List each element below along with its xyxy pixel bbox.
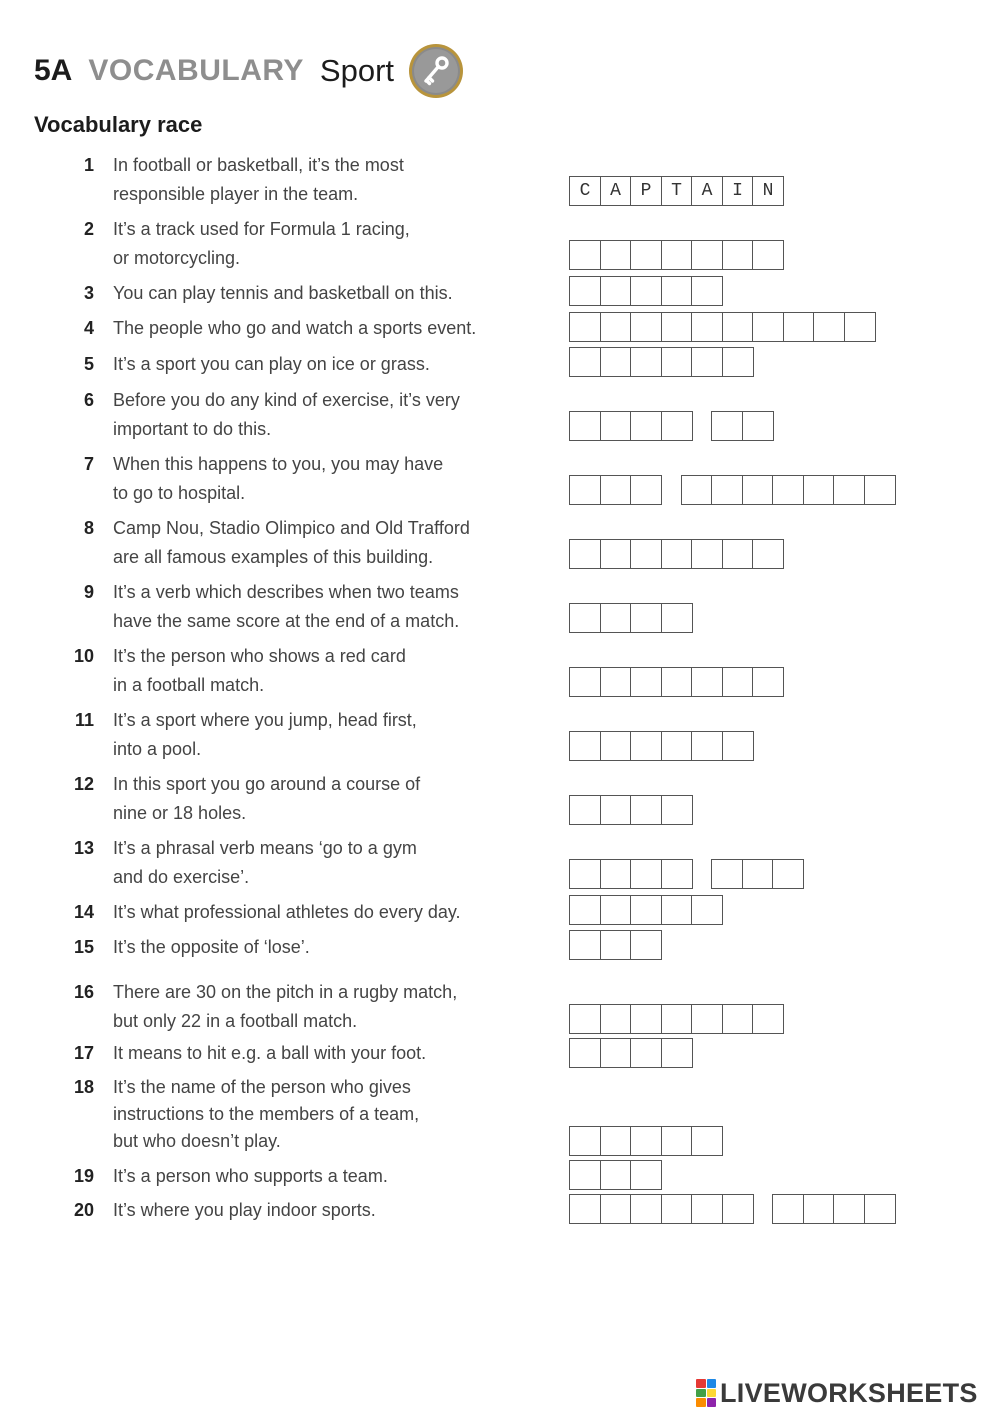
answer-letter-box[interactable] [630, 667, 662, 697]
answer-letter-box[interactable] [630, 1126, 662, 1156]
answer-letter-box[interactable] [752, 667, 784, 697]
answer-letter-box[interactable] [569, 1160, 601, 1190]
question-text: instructions to the members of a team, [113, 1104, 420, 1124]
answer-letter-box[interactable] [691, 1004, 723, 1034]
question-text: are all famous examples of this building. [113, 547, 434, 567]
answer-letter-box[interactable] [600, 240, 632, 270]
answer-letter-box[interactable] [661, 667, 693, 697]
question-text: Camp Nou, Stadio Olimpico and Old Trafford [113, 518, 470, 538]
answer-letter-box[interactable] [813, 312, 845, 342]
answer-letter-box[interactable] [600, 411, 632, 441]
answer-letter-box[interactable] [569, 1038, 601, 1068]
answer-letter-box[interactable] [691, 240, 723, 270]
question-number: 19 [73, 1166, 94, 1186]
answer-letter-box[interactable] [569, 312, 601, 342]
question-text: When this happens to you, you may have [113, 454, 444, 474]
answer-letter-box[interactable] [661, 1126, 693, 1156]
answer-letter-box[interactable] [742, 859, 774, 889]
brand-name: LIVEWORKSHEETS [720, 1377, 978, 1408]
answer-letter-box[interactable] [752, 312, 784, 342]
answer-letter-box[interactable] [630, 411, 662, 441]
answer-letter-box[interactable] [722, 1004, 754, 1034]
answer-letter-box[interactable] [600, 1038, 632, 1068]
answer-letter-box[interactable] [722, 539, 754, 569]
answer-letter-box[interactable] [742, 475, 774, 505]
answer-letter-box[interactable] [630, 312, 662, 342]
answer-letter-box[interactable] [600, 895, 632, 925]
unit-number: 5A [34, 54, 73, 87]
answer-letter-box[interactable] [630, 895, 662, 925]
answer-letter-box[interactable] [833, 1194, 865, 1224]
key-icon [408, 43, 464, 99]
answer-letter-box[interactable] [711, 411, 743, 441]
answer-letter-box[interactable] [569, 795, 601, 825]
question-text: The people who go and watch a sports event. [113, 318, 477, 338]
question-text: in a football match. [113, 675, 265, 695]
answer-letter-box[interactable] [772, 475, 804, 505]
answer-letter-box[interactable] [864, 1194, 896, 1224]
question-number: 17 [73, 1043, 94, 1063]
answer-letter-box[interactable] [630, 603, 662, 633]
answer-letter-box[interactable] [844, 312, 876, 342]
question-number: 13 [73, 838, 94, 858]
question-text: In this sport you go around a course of [113, 774, 421, 794]
answer-letter-box[interactable] [600, 795, 632, 825]
answer-letter-box[interactable] [691, 895, 723, 925]
question-text: It’s what professional athletes do every day. [113, 902, 461, 922]
question-text: There are 30 on the pitch in a rugby match, [113, 982, 458, 1002]
answer-letter-box[interactable] [722, 667, 754, 697]
question-number: 11 [74, 710, 94, 730]
answer-letter-box[interactable] [691, 276, 723, 306]
answer-letter-box[interactable] [569, 895, 601, 925]
answer-letter-box[interactable] [569, 1194, 601, 1224]
question-text: You can play tennis and basketball on this. [113, 283, 453, 303]
liveworksheets-logo [696, 1376, 978, 1410]
answer-letter-box[interactable] [661, 411, 693, 441]
answer-letter-box[interactable]: P [630, 176, 662, 206]
question-number: 7 [83, 454, 94, 474]
answer-letter-box[interactable] [752, 539, 784, 569]
question-text: It’s a track used for Formula 1 racing, [113, 219, 410, 239]
answer-letter-box[interactable] [711, 859, 743, 889]
question-text: It’s the name of the person who gives [113, 1077, 411, 1097]
answer-letter-box[interactable] [661, 276, 693, 306]
answer-letter-box[interactable] [661, 603, 693, 633]
question-number: 1 [83, 155, 94, 175]
question-text: It’s where you play indoor sports. [113, 1200, 376, 1220]
answer-letter-box[interactable] [600, 1004, 632, 1034]
answer-letter-box[interactable] [691, 731, 723, 761]
answer-letter-box[interactable] [833, 475, 865, 505]
answer-letter-box[interactable]: N [752, 176, 784, 206]
answer-letter-box[interactable] [630, 1160, 662, 1190]
answer-letter-box[interactable] [630, 539, 662, 569]
answer-letter-box[interactable] [630, 347, 662, 377]
question-number: 5 [83, 354, 94, 374]
answer-letter-box[interactable] [661, 1038, 693, 1068]
answer-letter-box[interactable] [630, 276, 662, 306]
answer-letter-box[interactable] [569, 276, 601, 306]
answer-letter-box[interactable] [742, 411, 774, 441]
answer-letter-box[interactable] [569, 603, 601, 633]
answer-letter-box[interactable] [600, 859, 632, 889]
question-text: or motorcycling. [113, 248, 241, 268]
answer-letter-box[interactable] [600, 667, 632, 697]
question-text: It’s a phrasal verb means ‘go to a gym [113, 838, 417, 858]
answer-letter-box[interactable] [803, 1194, 835, 1224]
question-text: nine or 18 holes. [113, 803, 247, 823]
question-text: have the same score at the end of a match. [113, 611, 460, 631]
question-text: but who doesn’t play. [113, 1131, 281, 1151]
answer-letter-box[interactable] [569, 859, 601, 889]
question-text: to go to hospital. [113, 483, 246, 503]
question-text: In football or basketball, it’s the most [113, 155, 404, 175]
section-category: VOCABULARY [88, 54, 304, 87]
answer-letter-box[interactable] [600, 603, 632, 633]
logo-mark-icon [696, 1379, 716, 1407]
question-number: 12 [73, 774, 94, 794]
answer-letter-box[interactable] [569, 240, 601, 270]
question-number: 10 [73, 646, 94, 666]
answer-letter-box[interactable] [600, 312, 632, 342]
answer-letter-box[interactable]: A [600, 176, 632, 206]
answer-letter-box[interactable] [752, 1004, 784, 1034]
answer-letter-box[interactable] [772, 859, 804, 889]
answer-letter-box[interactable] [864, 475, 896, 505]
answer-letter-box[interactable] [661, 347, 693, 377]
question-text: It’s a sport where you jump, head first, [113, 710, 417, 730]
question-text: It’s the opposite of ‘lose’. [113, 937, 310, 957]
answer-letter-box[interactable] [722, 312, 754, 342]
answer-letter-box[interactable] [569, 411, 601, 441]
answer-letter-box[interactable] [711, 475, 743, 505]
answer-letter-box[interactable] [569, 347, 601, 377]
answer-letter-box[interactable] [630, 795, 662, 825]
question-text: important to do this. [113, 419, 272, 439]
question-text: but only 22 in a football match. [113, 1011, 358, 1031]
answer-letter-box[interactable] [630, 1194, 662, 1224]
question-number: 3 [83, 283, 94, 303]
question-number: 16 [73, 982, 94, 1002]
question-text: and do exercise’. [113, 867, 250, 887]
answer-letter-box[interactable] [600, 475, 632, 505]
answer-letter-box[interactable] [661, 859, 693, 889]
answer-letter-box[interactable] [772, 1194, 804, 1224]
question-number: 2 [83, 219, 94, 239]
answer-letter-box[interactable] [783, 312, 815, 342]
question-text: It’s the person who shows a red card [113, 646, 406, 666]
answer-letter-box[interactable] [661, 539, 693, 569]
question-number: 18 [73, 1077, 94, 1097]
answer-letter-box[interactable] [722, 240, 754, 270]
answer-letter-box[interactable] [600, 539, 632, 569]
answer-letter-box[interactable] [722, 1194, 754, 1224]
answer-letter-box[interactable] [630, 1004, 662, 1034]
answer-letter-box[interactable] [722, 731, 754, 761]
question-number: 8 [83, 518, 94, 538]
answer-letter-box[interactable] [630, 930, 662, 960]
answer-letter-box[interactable] [661, 1004, 693, 1034]
answer-letter-box[interactable] [691, 1126, 723, 1156]
question-number: 14 [73, 902, 94, 922]
answer-letter-box[interactable] [691, 667, 723, 697]
question-number: 6 [83, 390, 94, 410]
section-topic: Sport [319, 53, 395, 88]
question-number: 9 [83, 582, 94, 602]
answer-letter-box[interactable]: A [691, 176, 723, 206]
answer-letter-box[interactable] [600, 276, 632, 306]
answer-letter-box[interactable] [569, 475, 601, 505]
question-number: 20 [73, 1200, 94, 1220]
answer-letter-box[interactable] [661, 795, 693, 825]
question-text: Before you do any kind of exercise, it’s very [113, 390, 460, 410]
answer-letter-box[interactable] [569, 539, 601, 569]
answer-letter-box[interactable] [661, 731, 693, 761]
answer-letter-box[interactable] [600, 1126, 632, 1156]
answer-letter-box[interactable] [661, 1194, 693, 1224]
page-header [34, 48, 464, 94]
answer-letter-box[interactable] [803, 475, 835, 505]
answer-letter-box[interactable] [661, 895, 693, 925]
answer-letter-box[interactable]: C [569, 176, 601, 206]
question-text: It means to hit e.g. a ball with your foot. [113, 1043, 427, 1063]
answer-letter-box[interactable] [569, 667, 601, 697]
answer-letter-box[interactable]: T [661, 176, 693, 206]
answer-letter-box[interactable] [600, 1160, 632, 1190]
answer-letter-box[interactable] [600, 930, 632, 960]
question-number: 4 [83, 318, 94, 338]
question-text: into a pool. [113, 739, 202, 759]
answer-letter-box[interactable] [722, 347, 754, 377]
answer-letter-box[interactable] [630, 475, 662, 505]
answer-letter-box[interactable] [691, 1194, 723, 1224]
question-text: It’s a person who supports a team. [113, 1166, 388, 1186]
answer-letter-box[interactable] [691, 347, 723, 377]
answer-letter-box[interactable] [630, 240, 662, 270]
answer-letter-box[interactable] [630, 731, 662, 761]
answer-letter-box[interactable] [681, 475, 713, 505]
answer-letter-box[interactable] [752, 240, 784, 270]
question-text: It’s a verb which describes when two teams [113, 582, 459, 602]
answer-letter-box[interactable] [661, 312, 693, 342]
answer-letter-box[interactable] [600, 347, 632, 377]
answer-letter-box[interactable] [569, 1004, 601, 1034]
answer-letter-box[interactable]: I [722, 176, 754, 206]
answer-letter-box[interactable] [600, 731, 632, 761]
answer-letter-box[interactable] [600, 1194, 632, 1224]
answer-letter-box[interactable] [630, 1038, 662, 1068]
question-text: It’s a sport you can play on ice or grass. [113, 354, 430, 374]
answer-letter-box[interactable] [630, 859, 662, 889]
answer-letter-box[interactable] [691, 312, 723, 342]
question-text: responsible player in the team. [113, 184, 359, 204]
question-number: 15 [73, 937, 94, 957]
answer-letter-box[interactable] [661, 240, 693, 270]
answer-letter-box[interactable] [691, 539, 723, 569]
section-title: Vocabulary race [34, 112, 203, 137]
answer-letter-box[interactable] [569, 930, 601, 960]
answer-letter-box[interactable] [569, 731, 601, 761]
answer-letter-box[interactable] [569, 1126, 601, 1156]
